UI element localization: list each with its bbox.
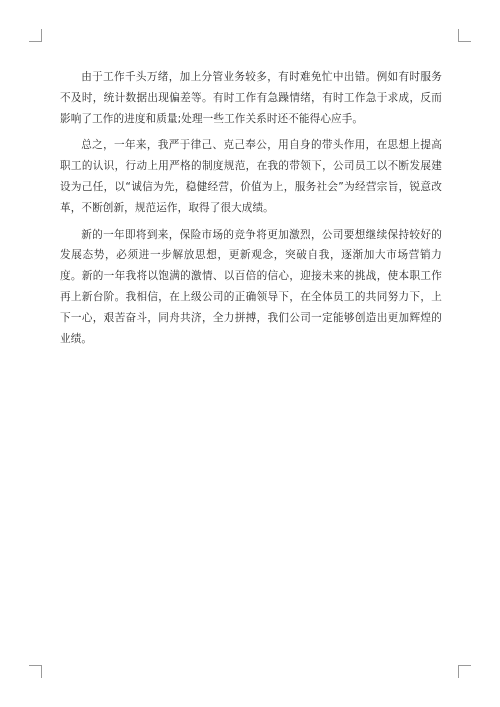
corner-mark-bottom-right bbox=[458, 665, 471, 678]
paragraph-shortcomings: 由于工作千头万绪，加上分管业务较多，有时难免忙中出错。例如有时服务不及时，统计数据出现偏差等。有时工作有急躁情绪，有时工作急于求成，反而影响了工作的进度和质量;处理一些工作关系时还不能得心应手。 bbox=[60, 71, 442, 125]
corner-mark-top-left bbox=[29, 29, 42, 42]
corner-mark-bottom-left bbox=[29, 665, 42, 678]
paragraph-outlook: 新的一年即将到来，保险市场的竞争将更加激烈，公司要想继续保持较好的发展态势，必须进一步解放思想，更新观念，突破自我，逐渐加大市场营销力度。新的一年我将以饱满的激情、以百倍的信心，迎接未来的挑战，使本职工作再上新台阶。我相信，在上级公司的正确领导下，在全体员工的共同努力下，上下一心，艰苦奋斗，同舟共济，全力拼搏，我们公司一定能够创造出更加辉煌的业绩。 bbox=[60, 228, 442, 345]
document-body bbox=[60, 67, 442, 355]
paragraph-summary: 总之，一年来，我严于律己、克己奉公，用自身的带头作用，在思想上提高职工的认识，行动上用严格的制度规范，在我的带领下，公司员工以不断发展建设为己任，以“诚信为先，稳健经营，价值为上，服务社会”为经营宗旨，锐意改革，不断创新，规范运作，取得了很大成绩。 bbox=[60, 139, 442, 214]
corner-mark-top-right bbox=[458, 29, 471, 42]
